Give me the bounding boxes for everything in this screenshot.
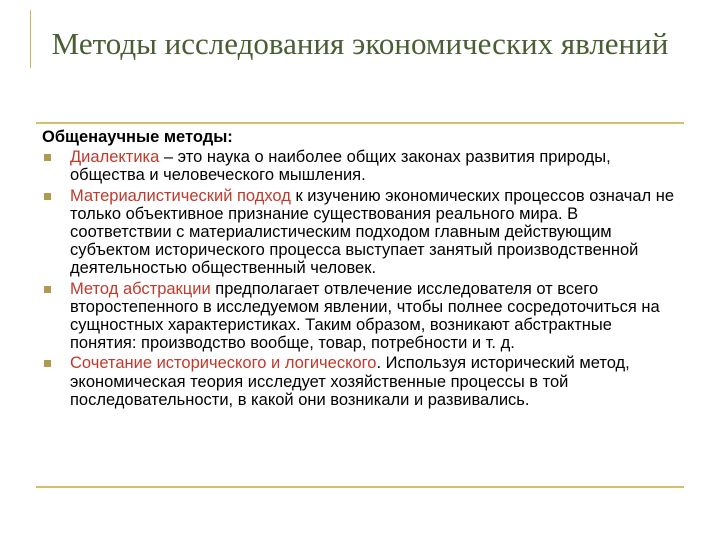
square-bullet-icon [44, 360, 51, 367]
list-item-materialist-approach [42, 187, 682, 278]
list-item-dialectics [42, 148, 682, 184]
decorative-vertical-rule [30, 10, 31, 68]
bottom-divider [36, 486, 684, 488]
item-text: предполагает отвлечение исследователя от всего второстепенного в исследуемом явлении, чтобы полнее сосредоточиться на сущностных характеристиках. Таким образом, возникают абстрактные понятия: производство вообще, товар, потребности и т. д. [70, 279, 660, 353]
section-heading: Общенаучные методы: [42, 128, 233, 146]
list-item-abstraction [42, 280, 682, 353]
square-bullet-icon [44, 154, 51, 161]
item-text: . Используя исторический метод, экономическая теория исследует хозяйственные процессы в той последовательности, в какой они возникали и развивались. [70, 354, 630, 409]
item-text: – это наука о наиболее общих законах развития природы, общества и человеческого мышления. [70, 148, 611, 185]
slide-body [42, 128, 682, 411]
square-bullet-icon [44, 286, 51, 293]
term-dialectics: Диалектика [70, 148, 160, 167]
square-bullet-icon [44, 193, 51, 200]
term-materialist-approach: Материалистический подход [70, 186, 291, 205]
title-divider [36, 122, 684, 124]
list-item-historical-logical [42, 354, 682, 409]
item-text: к изучению экономических процессов означал не только объективное признание существования реального мира. В соответствии с материалистическим подходом главным действующим субъектом исторического процесса выступает занятый производственной деятельностью общественный человек. [70, 186, 675, 278]
term-abstraction: Метод абстракции [70, 279, 211, 298]
slide-title: Методы исследования экономических явлений [51, 26, 669, 61]
methods-list [42, 148, 682, 409]
term-historical-logical: Сочетание исторического и логического [70, 354, 377, 373]
